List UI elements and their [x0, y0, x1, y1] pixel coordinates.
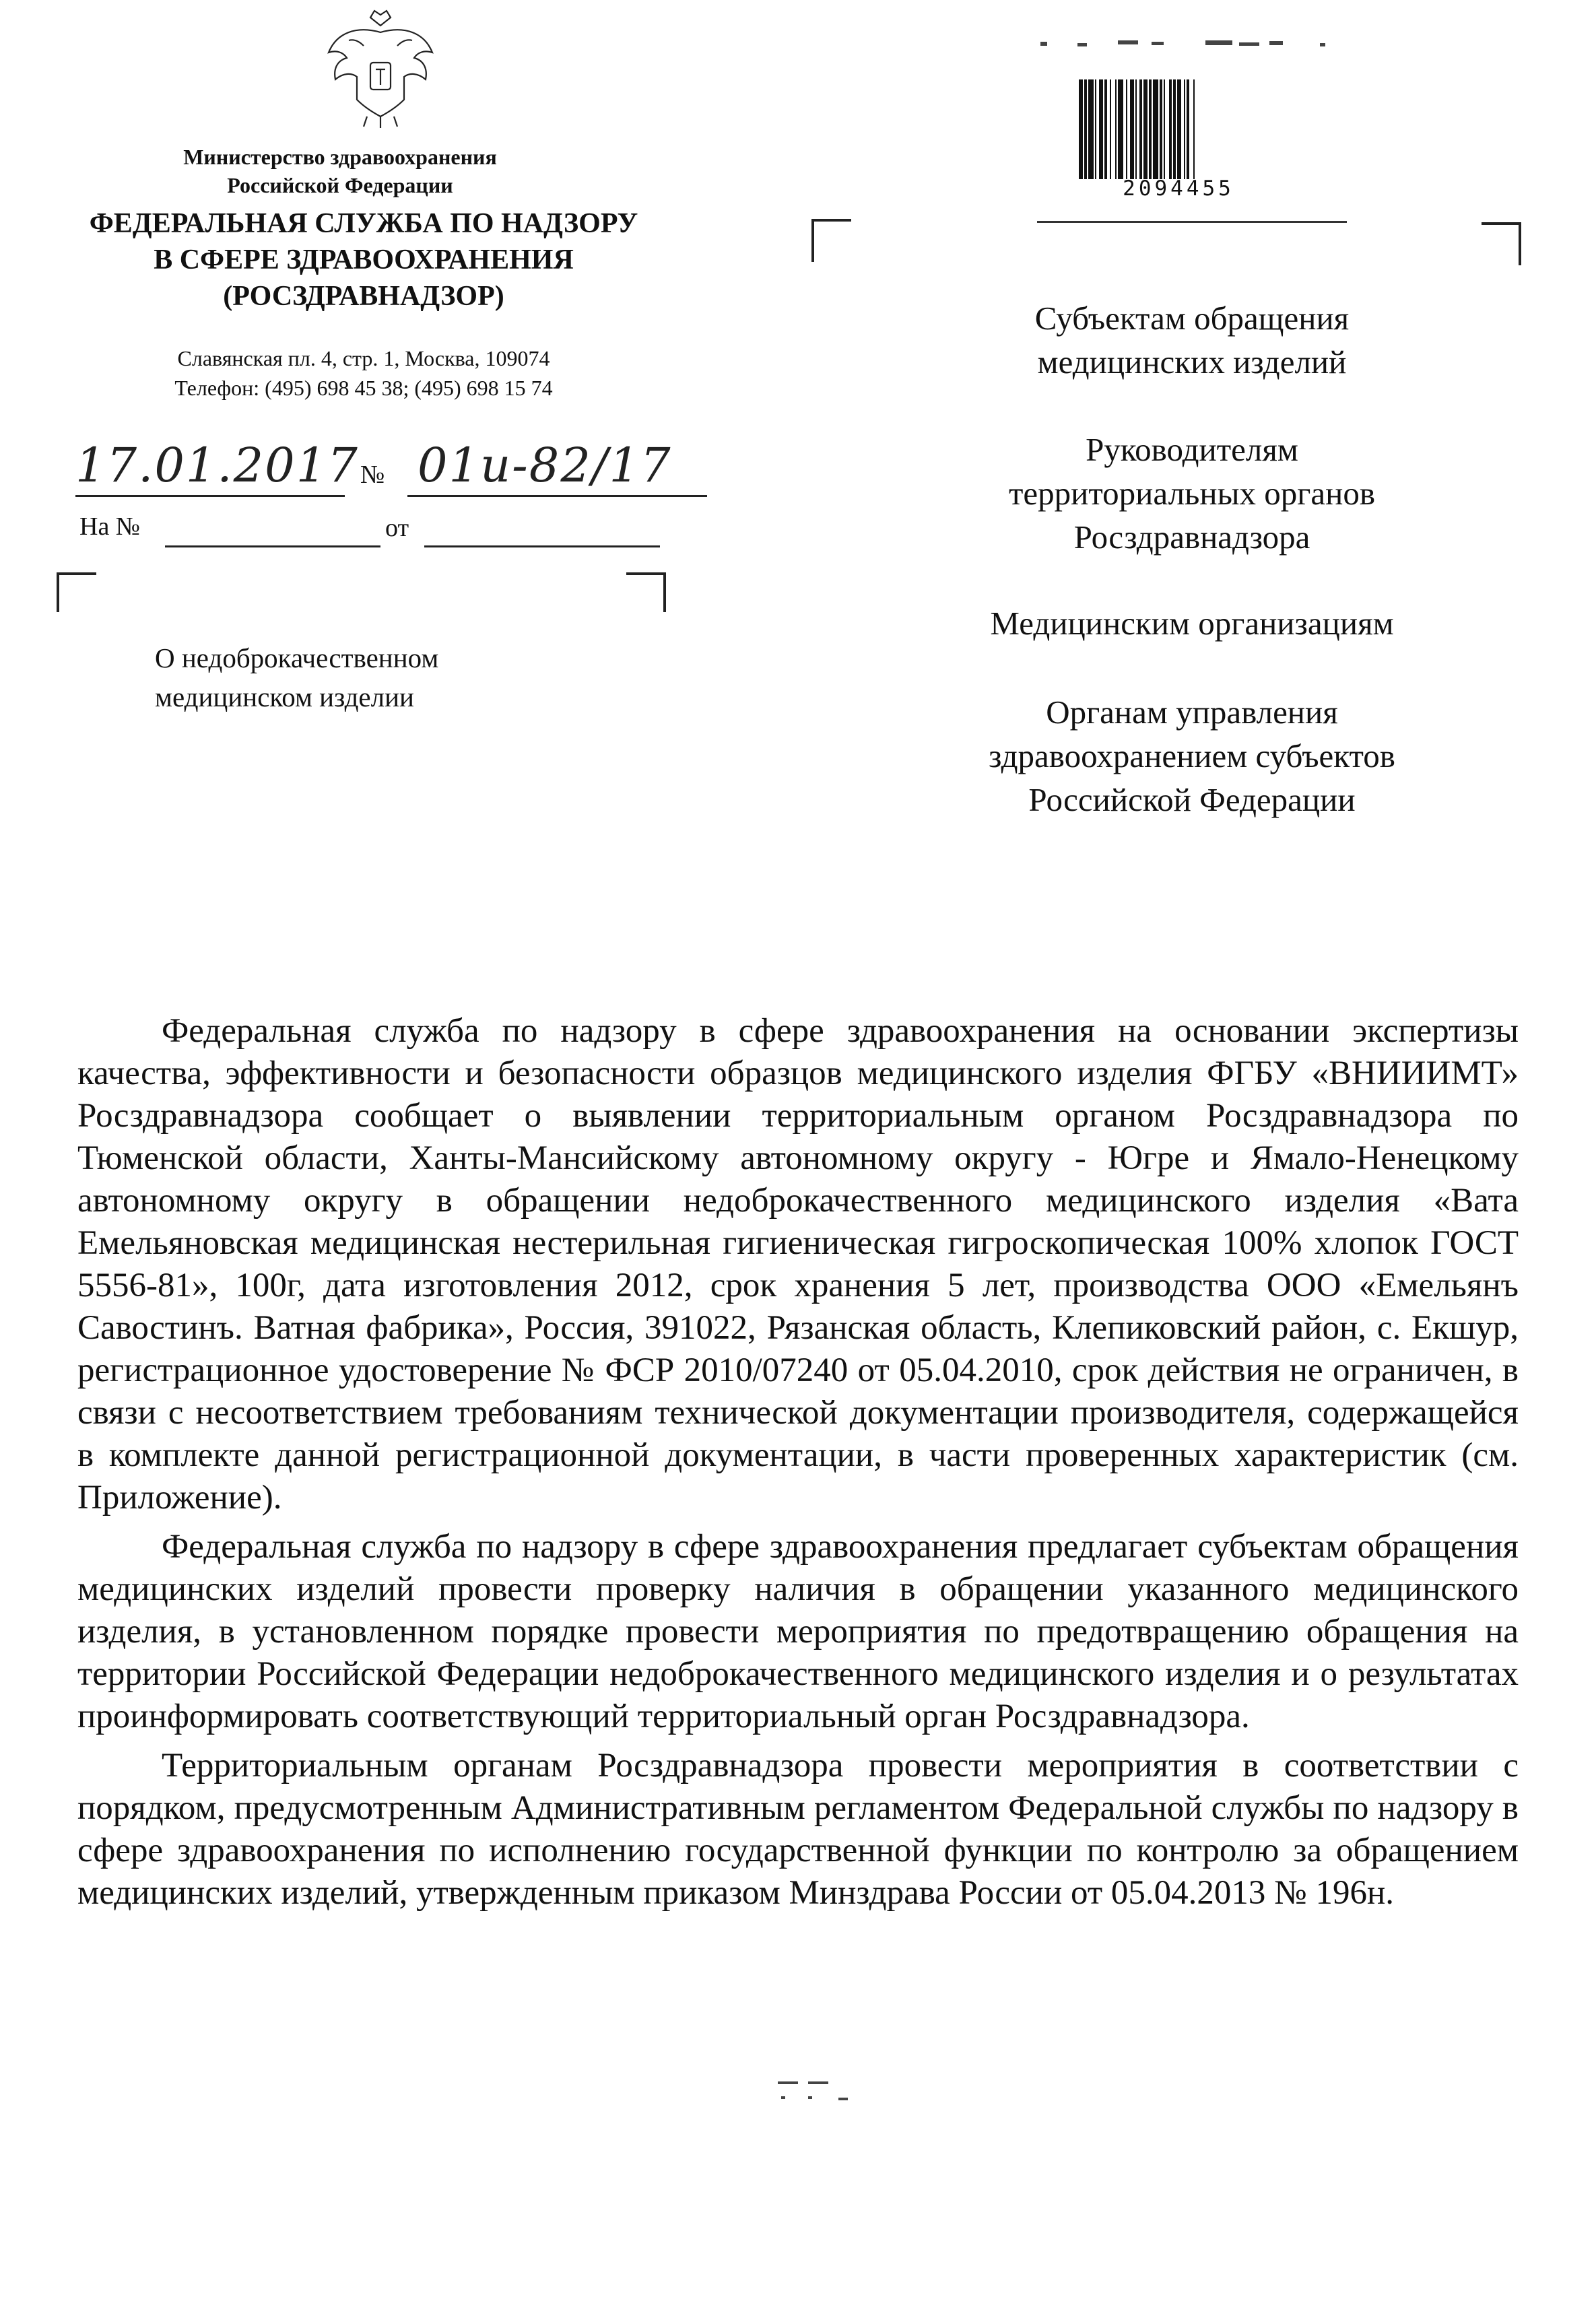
- barcode-bar: [1126, 79, 1127, 179]
- body-paragraph-2: Федеральная служба по надзору в сфере здравоохранения предлагает субъектам обращения медицинских изделий провести проверку наличия в обращении указанного медицинского изделия, в установленном порядке провести мероприятия по предотвращению обращения на территории Российской Федерации недоброкачественного медицинского изделия и о результатах проинформировать соответствующий территориальный орган Росздравнадзора.: [77, 1528, 1519, 1735]
- coat-of-arms-emblem: [317, 5, 444, 130]
- addressee-line: Органам управления: [1046, 694, 1338, 731]
- addressee-line: Медицинским организациям: [990, 605, 1394, 642]
- reply-number-line: [165, 545, 380, 547]
- barcode-bar: [1115, 79, 1117, 179]
- body-paragraph-1: Федеральная служба по надзору в сфере здравоохранения на основании экспертизы качества, эффективности и безопасности образцов медицинского изделия ФГБУ «ВНИИИМТ» Росздравнадзора сообщает о выявлении территориальным органом Росздравнадзора по Тюменской области, Ханты-Мансийскому автономному округу - Югре и Ямало-Ненецкому автономному округу в обращении недоброкачественного медицинского изделия «Вата Емельяновская медицинская нестерильная гигиеническая гигроскопическая 100% хлопок ГОСТ 5556-81», 100г, дата изготовления 2012, срок хранения 5 лет, производства ООО «Емельянъ Савостинъ. Ватная фабрика», Россия, 391022, Рязанская область, Клепиковский район, с. Екшур, регистрационное удостоверение № ФСР 2010/07240 от 05.04.2010, срок действия не ограничен, в связи с несоответствием требованиям технической документации производителя, содержащейся в комплекте данной регистрационной документации, в части проверенных характеристик (см. Приложение).: [77, 1012, 1519, 1516]
- agency-line-3: (РОСЗДРАВНАДЗОР): [223, 281, 504, 312]
- barcode-bar: [1160, 79, 1162, 179]
- addressee-bracket-left: [811, 219, 851, 262]
- letter-body: [77, 1010, 1519, 1921]
- registration-date: 17.01.2017: [75, 438, 359, 493]
- addressee-line: территориальных органов: [1009, 475, 1375, 512]
- addressee-bracket-right: [1482, 222, 1521, 265]
- scan-noise-marks: [1037, 34, 1354, 61]
- reply-date-line: [424, 545, 660, 547]
- barcode-bar: [1099, 79, 1103, 179]
- barcode-bar: [1079, 79, 1083, 179]
- addressee-line: медицинских изделий: [1037, 343, 1347, 380]
- barcode-bar: [1149, 79, 1152, 179]
- agency-address-block: [88, 343, 640, 403]
- body-paragraph-3: Территориальным органам Росздравнадзора провести мероприятия в соответствии с порядком, предусмотренным Административным регламентом Федеральной службы по надзору в сфере здравоохранения по исполнению государственной функции по контролю за обращением медицинских изделий, утвержденным приказом Минздрава России от 05.04.2013 № 196н.: [77, 1747, 1519, 1912]
- ministry-line-1: Министерство здравоохранения: [183, 145, 497, 169]
- addressee-2: [869, 428, 1515, 559]
- subject-line-2: медицинском изделии: [155, 681, 414, 712]
- reply-date-label: от: [385, 514, 409, 542]
- letter-subject: [155, 638, 586, 716]
- barcode-bar: [1088, 79, 1094, 179]
- barcode-number: 2094455: [1123, 176, 1234, 201]
- addressee-line: Росздравнадзора: [1073, 519, 1310, 556]
- barcode-bar: [1104, 79, 1107, 179]
- agency-address: Славянская пл. 4, стр. 1, Москва, 109074: [177, 346, 550, 370]
- reply-number-label: На №: [79, 512, 141, 541]
- barcode-bar: [1135, 79, 1137, 179]
- ministry-line-2: Российской Федерации: [227, 173, 453, 197]
- barcode-bar: [1169, 79, 1172, 179]
- date-underline: [75, 495, 345, 497]
- agency-name: [27, 205, 700, 314]
- barcode-bar: [1193, 79, 1195, 179]
- barcode-bar: [1143, 79, 1148, 179]
- barcode: [1077, 79, 1279, 179]
- barcode-bar: [1084, 79, 1087, 179]
- barcode-bar: [1130, 79, 1134, 179]
- subject-bracket-right: [626, 572, 666, 612]
- stamp-line: [1037, 221, 1347, 223]
- number-underline: [407, 495, 707, 497]
- barcode-bar: [1184, 79, 1185, 179]
- agency-phone: Телефон: (495) 698 45 38; (495) 698 15 74: [174, 376, 553, 400]
- ministry-name: [101, 143, 579, 199]
- barcode-bar: [1177, 79, 1181, 179]
- barcode-bar: [1139, 79, 1142, 179]
- agency-line-1: ФЕДЕРАЛЬНАЯ СЛУЖБА ПО НАДЗОРУ: [89, 208, 638, 239]
- addressee-3: [869, 601, 1515, 645]
- addressee-1: [869, 296, 1515, 384]
- addressee-line: Российской Федерации: [1028, 781, 1356, 818]
- agency-line-2: В СФЕРЕ ЗДРАВООХРАНЕНИЯ: [154, 244, 574, 275]
- barcode-bar: [1118, 79, 1123, 179]
- barcode-bar: [1153, 79, 1158, 179]
- registration-number: 01и-82/17: [418, 438, 672, 493]
- subject-bracket-left: [57, 572, 96, 612]
- page-continuation-mark: [774, 2077, 855, 2104]
- subject-line-1: О недоброкачественном: [155, 642, 439, 673]
- addressee-line: Руководителям: [1086, 431, 1298, 468]
- number-mark: №: [360, 461, 385, 489]
- addressee-line: Субъектам обращения: [1034, 300, 1350, 337]
- addressee-line: здравоохранением субъектов: [989, 737, 1395, 774]
- barcode-bar: [1173, 79, 1176, 179]
- barcode-bar: [1110, 79, 1111, 179]
- barcode-bar: [1164, 79, 1165, 179]
- addressee-4: [869, 690, 1515, 822]
- barcode-bar: [1187, 79, 1189, 179]
- barcode-bar: [1095, 79, 1096, 179]
